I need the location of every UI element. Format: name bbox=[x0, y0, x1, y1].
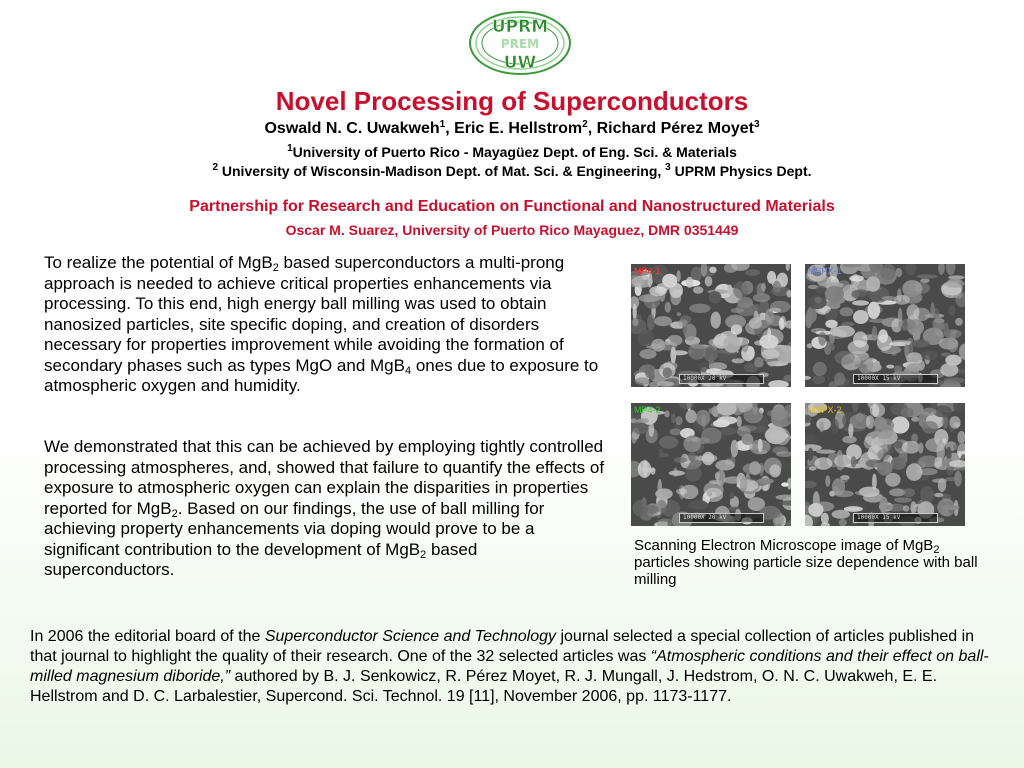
p2-text-2: . Based on our findings, the use of ball milling for achieving property enhancements via doping would prove to be a significant contribution to the development of MgB bbox=[44, 498, 545, 559]
bottom-text-3: authored by B. J. Senkowicz, R. Pérez Moyet, R. J. Mungall, J. Hedstrom, O. N. C. Uwakweh, E. E. Hellstrom and D. C. Larbalestier, Supercond. Sci. Technol. 19 [11], November 2006, pp. 1173-1177. bbox=[30, 668, 938, 705]
page-title: Novel Processing of Superconductors bbox=[275, 86, 749, 116]
bottom-text-2: journal selected a special collection of articles published in that journal to highlight the quality of their research. One of the 32 selected articles was bbox=[30, 628, 975, 665]
bottom-paragraph bbox=[30, 627, 996, 707]
affiliation-1-text: University of Puerto Rico - Mayagüez Dept. of Eng. Sci. & Materials bbox=[292, 144, 737, 160]
author-1: Oswald N. C. Uwakweh bbox=[264, 120, 440, 137]
p1-sub-1: 2 bbox=[272, 262, 279, 274]
paragraph-2 bbox=[44, 437, 610, 581]
uprm-prem-uw-logo bbox=[468, 10, 572, 76]
p1-text-1: To realize the potential of MgB bbox=[44, 253, 273, 272]
sem-label-mp4-1: MP4-1 bbox=[634, 266, 661, 276]
sem-image-mp4-2 bbox=[631, 403, 791, 526]
affiliation-2-sup: 2 bbox=[212, 162, 218, 173]
sem-scale-bar: 10000X 20 kV bbox=[679, 374, 764, 384]
partnership-heading: Partnership for Research and Education on Functional and Nanostructured Materials bbox=[189, 198, 835, 215]
sem-image-mspx-2 bbox=[805, 403, 965, 526]
sem-scale-bar: 10000X 20 kV bbox=[679, 513, 764, 523]
authors-line bbox=[0, 120, 1024, 138]
logo-top-text: UPRM bbox=[491, 17, 549, 37]
p1-text-3: ones due to exposure to atmospheric oxygen and humidity. bbox=[44, 355, 599, 395]
caption-text-2: particles showing particle size dependence with ball milling bbox=[634, 554, 978, 588]
caption-text-1: Scanning Electron Microscope image of MgB bbox=[634, 537, 934, 554]
article-title: “Atmospheric conditions and their effect on ball-milled magnesium diboride,” bbox=[30, 648, 989, 685]
contact-line: Oscar M. Suarez, University of Puerto Rico Mayaguez, DMR 0351449 bbox=[285, 222, 739, 238]
affiliation-2 bbox=[0, 163, 1024, 179]
sem-image-mp4-1 bbox=[631, 264, 791, 387]
p1-text-2: based superconductors a multi-prong approach is needed to achieve critical properties enhancements via processing. To this end, high energy ball milling was used to obtain nanosized particles, site specific doping, and creation of disorders necessary for properties improvement while avoiding the formation of secondary phases such as types MgO and MgB bbox=[44, 253, 565, 375]
sem-label-mp4-2: MP4-2 bbox=[634, 405, 661, 415]
author-2: , Eric E. Hellstrom bbox=[445, 120, 583, 137]
author-2-sup: 2 bbox=[582, 119, 588, 130]
sem-scale-bar: 10000X 15 kV bbox=[853, 374, 938, 384]
image-caption bbox=[634, 537, 984, 588]
affiliation-1 bbox=[0, 144, 1024, 160]
logo-mid-text: PREM bbox=[500, 37, 540, 51]
affiliation-1-sup: 1 bbox=[287, 143, 293, 154]
journal-name: Superconductor Science and Technology bbox=[264, 628, 557, 645]
bottom-text-1: In 2006 the editorial board of the bbox=[30, 628, 265, 645]
logo-bottom-text: UW bbox=[503, 53, 537, 73]
p2-sub-1: 2 bbox=[171, 507, 178, 520]
author-3-sup: 3 bbox=[753, 119, 760, 130]
affiliation-2-text-b: UPRM Physics Dept. bbox=[670, 163, 812, 179]
caption-sub: 2 bbox=[933, 544, 940, 556]
p2-text-1: We demonstrated that this can be achieved by employing tightly controlled processing atmospheres, and, showed that failure to quantify the effects of exposure to atmospheric oxygen can explain the disparities in properties reported for MgB bbox=[44, 437, 605, 518]
affiliation-3-sup: 3 bbox=[665, 162, 671, 173]
paragraph-1 bbox=[44, 253, 606, 397]
p1-sub-2: 4 bbox=[404, 364, 412, 377]
author-3: , Richard Pérez Moyet bbox=[587, 120, 754, 137]
p2-text-3: based superconductors. bbox=[44, 539, 478, 579]
sem-label-mspx-1: MSPX-1 bbox=[808, 266, 842, 276]
affiliation-2-text-a: University of Wisconsin-Madison Dept. of Mat. Sci. & Engineering, bbox=[218, 163, 666, 179]
p2-sub-2: 2 bbox=[420, 548, 427, 561]
sem-label-mspx-2: MSPX-2 bbox=[808, 405, 842, 415]
sem-image-mspx-1 bbox=[805, 264, 965, 387]
sem-scale-bar: 10000X 15 kV bbox=[853, 513, 938, 523]
author-1-sup: 1 bbox=[439, 119, 446, 130]
